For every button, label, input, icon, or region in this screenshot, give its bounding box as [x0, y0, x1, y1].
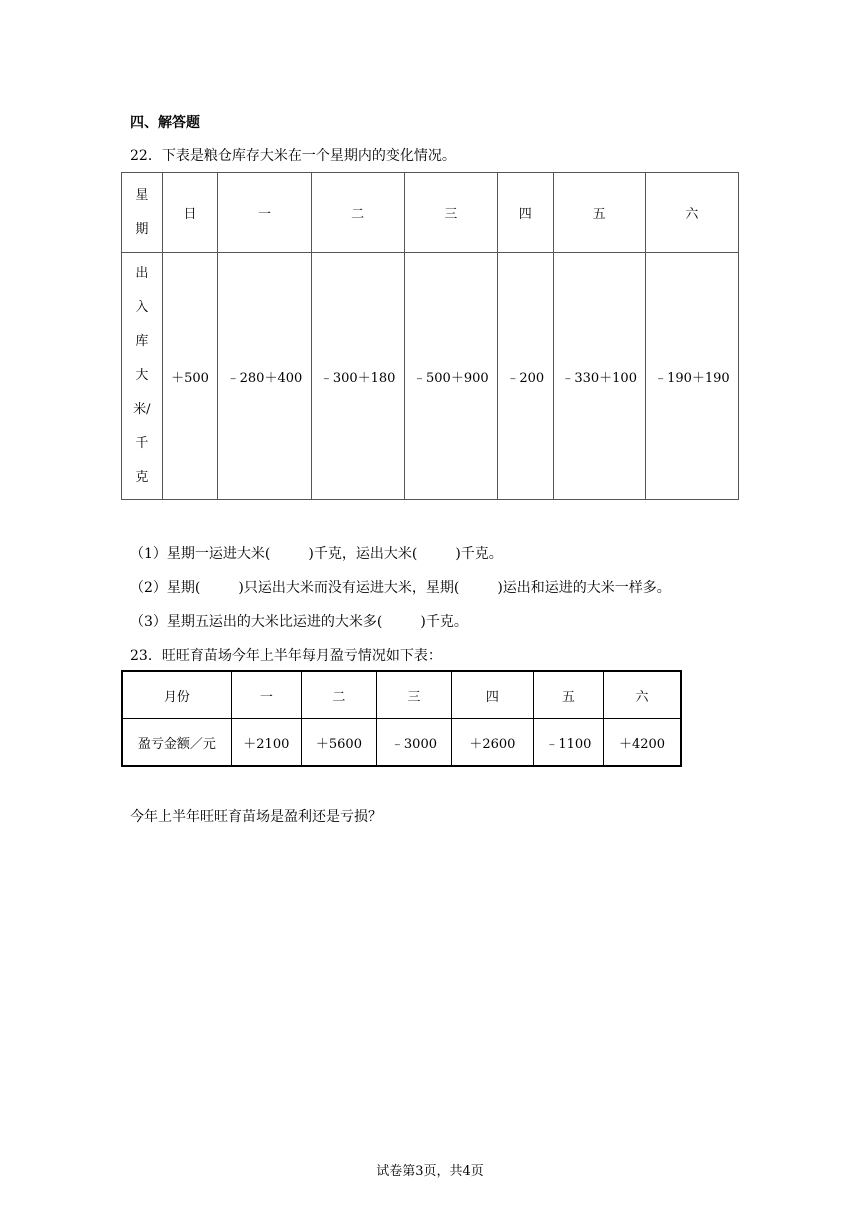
header-label-cell: 月份	[122, 671, 231, 719]
question-23-question: 今年上半年旺旺育苗场是盈利还是亏损？	[130, 809, 382, 825]
nursery-profit-table	[121, 670, 682, 767]
month-cell: 二	[301, 671, 376, 719]
month-cell: 三	[376, 671, 451, 719]
value-cell: ﹣300＋180	[311, 253, 404, 500]
question-22-prompt: 22．下表是粮仓库存大米在一个星期内的变化情况。	[130, 148, 456, 164]
section-title: 四、解答题	[130, 115, 200, 131]
value-cell: ＋4200	[603, 719, 681, 767]
value-cell: ＋500	[162, 253, 218, 500]
row-label-cell	[122, 253, 163, 500]
question-22-sub-2: （2）星期( )只运出大米而没有运进大米，星期( )运出和运进的大米一样多。	[130, 580, 671, 596]
month-cell: 一	[231, 671, 301, 719]
day-cell: 二	[311, 173, 404, 253]
table-row	[122, 173, 739, 253]
table-row	[122, 671, 681, 719]
value-cell: ＋2100	[231, 719, 301, 767]
value-cell: ﹣330＋100	[553, 253, 645, 500]
row-label-char: 库	[135, 334, 149, 349]
value-cell: ﹣190＋190	[645, 253, 738, 500]
day-cell: 日	[162, 173, 218, 253]
day-cell: 五	[553, 173, 645, 253]
rice-inventory-table	[121, 172, 739, 500]
month-cell: 六	[603, 671, 681, 719]
table-row	[122, 719, 681, 767]
value-cell: ﹣200	[497, 253, 553, 500]
value-cell: ﹣1100	[533, 719, 603, 767]
row-label	[122, 257, 162, 495]
question-22-sub-3: （3）星期五运出的大米比运进的大米多( )千克。	[130, 614, 468, 630]
value-cell: ＋5600	[301, 719, 376, 767]
value-cell: ＋2600	[451, 719, 533, 767]
day-cell: 六	[645, 173, 738, 253]
month-cell: 四	[451, 671, 533, 719]
row-label-char: 入	[135, 300, 149, 315]
day-cell: 三	[404, 173, 497, 253]
row-label-cell: 盈亏金额／元	[122, 719, 231, 767]
header-label-char: 期	[135, 221, 149, 237]
header-label	[122, 179, 162, 247]
question-22-sub-1: （1）星期一运进大米( )千克，运出大米( )千克。	[130, 546, 503, 562]
day-cell: 四	[497, 173, 553, 253]
header-label-char: 星	[135, 187, 149, 203]
month-cell: 五	[533, 671, 603, 719]
page-footer: 试卷第3页，共4页	[376, 1164, 484, 1179]
row-label-char: 出	[135, 266, 149, 281]
table-row	[122, 253, 739, 500]
row-label-char: 克	[135, 470, 149, 485]
row-label-char: 大	[135, 368, 149, 383]
day-cell: 一	[218, 173, 311, 253]
question-23-prompt: 23．旺旺育苗场今年上半年每月盈亏情况如下表：	[130, 648, 442, 664]
header-label-cell	[122, 173, 163, 253]
value-cell: ﹣3000	[376, 719, 451, 767]
row-label-char: 千	[135, 436, 149, 451]
value-cell: ﹣280＋400	[218, 253, 311, 500]
row-label-char: 米/	[133, 402, 151, 417]
value-cell: ﹣500＋900	[404, 253, 497, 500]
